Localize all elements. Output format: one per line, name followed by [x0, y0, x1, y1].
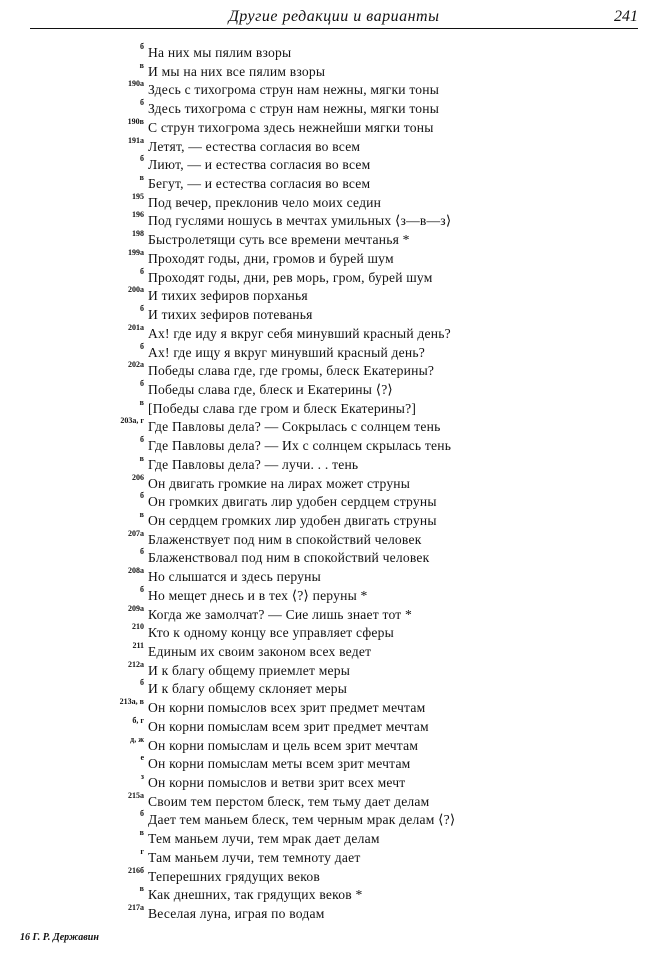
line-text: Он корни помыслам всем зрит предмет мечтам	[148, 718, 429, 734]
line-number: б	[140, 584, 144, 594]
variant-line	[0, 306, 668, 325]
variant-line	[0, 397, 668, 419]
variant-line	[0, 811, 668, 830]
line-number: 190в	[127, 116, 144, 126]
line-number: б	[140, 154, 144, 164]
variant-line	[0, 135, 668, 157]
line-number: 209а	[128, 603, 144, 613]
line-text: Когда же замолчат? — Сие лишь знает тот *	[148, 606, 413, 622]
line-text: Он корни помыслам и цель всем зрит мечтам	[148, 737, 419, 753]
variant-line	[0, 472, 668, 494]
line-text: Кто к одному концу все управляет сферы	[148, 625, 394, 641]
variant-line	[0, 116, 668, 138]
variant-line	[0, 60, 668, 82]
variant-line	[0, 44, 668, 63]
variant-line	[0, 453, 668, 475]
variant-line	[0, 191, 668, 213]
line-number: 195	[132, 191, 144, 201]
line-text: Где Павловы дела? — Их с солнцем скрылась тень	[148, 438, 452, 454]
line-text: Здесь с тихогрома струн нам нежны, мягки тоны	[148, 82, 440, 98]
line-number: б	[140, 491, 144, 501]
variant-line	[0, 266, 668, 288]
line-text: Лиют, — и естества согласия во всем	[148, 157, 371, 173]
page-number: 241	[614, 8, 638, 25]
variant-line	[0, 287, 668, 306]
line-number: 201а	[128, 322, 144, 332]
line-text: Бегут, — и естества согласия во всем	[148, 176, 371, 192]
variant-line	[0, 624, 668, 643]
variant-line	[0, 418, 668, 437]
line-text: Проходят годы, дни, рев морь, гром, бурей шум	[148, 269, 433, 285]
line-text: Где Павловы дела? — лучи. . . тень	[148, 456, 359, 472]
line-number: б	[140, 98, 144, 108]
variant-line	[0, 156, 668, 175]
line-number: д, ж	[130, 734, 144, 744]
variant-line	[0, 734, 668, 756]
variant-line	[0, 568, 668, 587]
line-number: в	[139, 509, 144, 519]
line-text: Теперешних грядущих веков	[148, 868, 320, 884]
variant-line	[0, 603, 668, 625]
line-text: Но слышатся и здесь перуны	[148, 569, 321, 585]
variant-line	[0, 865, 668, 887]
variant-lines	[0, 44, 668, 924]
line-number: 211	[132, 641, 144, 650]
line-text: Тем маньем лучи, тем мрак дает делам	[148, 831, 380, 847]
line-number: 213а, в	[119, 697, 144, 707]
variant-line	[0, 81, 668, 100]
line-number: е	[140, 753, 144, 763]
line-text: Летят, — естества согласия во всем	[148, 138, 361, 154]
variant-line	[0, 830, 668, 849]
variant-line	[0, 100, 668, 119]
line-number: б, г	[132, 715, 144, 725]
line-text: Там маньем лучи, тем темноту дает	[148, 849, 361, 865]
line-number: 198	[132, 229, 144, 239]
running-header	[30, 0, 638, 29]
variant-line	[0, 790, 668, 812]
variant-line	[0, 528, 668, 550]
line-text: Он сердцем громких лир удобен двигать струны	[148, 512, 437, 528]
line-number: б	[140, 378, 144, 388]
line-text: Он двигать громкие на лирах может струны	[148, 475, 411, 491]
line-number: 208а	[128, 566, 144, 576]
line-text: [Победы слава где гром и блеск Екатерины?]	[148, 400, 417, 416]
variant-line	[0, 322, 668, 344]
line-text: Где Павловы дела? — Сокрылась с солнцем тень	[148, 419, 441, 435]
line-number: в	[139, 828, 144, 838]
line-text: На них мы пялим взоры	[148, 45, 292, 60]
line-number: 212а	[128, 659, 144, 669]
line-number: 215а	[128, 790, 144, 800]
line-text: Единым их своим законом всех ведет	[148, 644, 372, 659]
line-number: 217а	[128, 903, 144, 913]
line-text: Он корни помыслов и ветви зрит всех мечт	[148, 775, 406, 791]
variant-line	[0, 549, 668, 568]
line-text: Как днешних, так грядущих веков *	[148, 887, 363, 903]
line-number: б	[140, 266, 144, 276]
line-text: И тихих зефиров потеванья	[148, 307, 313, 323]
variant-line	[0, 643, 668, 662]
line-number: 202а	[128, 360, 144, 370]
line-number: 191а	[128, 135, 144, 145]
line-number: б	[140, 547, 144, 557]
variant-line	[0, 175, 668, 194]
line-text: И мы на них все пялим взоры	[148, 63, 326, 79]
line-number: 196	[132, 210, 144, 220]
line-text: Веселая луна, играя по водам	[148, 906, 325, 922]
line-text: И тихих зефиров порханья	[148, 288, 308, 304]
line-text: Победы слава где, где громы, блеск Екатерины?	[148, 363, 435, 379]
line-number: 190а	[128, 79, 144, 89]
line-number: б	[140, 678, 144, 688]
line-text: Проходят годы, дни, громов и бурей шум	[148, 250, 394, 266]
variant-line	[0, 584, 668, 606]
variant-line	[0, 341, 668, 363]
line-number: 199а	[128, 247, 144, 257]
line-number: 203а, г	[120, 416, 144, 426]
signature-mark: 16 Г. Р. Державин	[20, 932, 99, 943]
line-text: С струн тихогрома здесь нежнейши мягки тоны	[148, 119, 434, 135]
line-text: Он громких двигать лир удобен сердцем струны	[148, 494, 437, 510]
line-number: 206	[132, 472, 144, 482]
variant-line	[0, 509, 668, 531]
line-text: Он корни помыслов всех зрит предмет мечтам	[148, 700, 426, 716]
variant-line	[0, 846, 668, 868]
line-number: г	[140, 846, 144, 856]
line-number: 210	[132, 622, 144, 632]
line-number: в	[139, 453, 144, 463]
line-text: Блаженствовал под ним в спокойствий человек	[148, 550, 430, 566]
variant-line	[0, 774, 668, 793]
variant-line	[0, 247, 668, 269]
line-text: Здесь тихогрома с струн нам нежны, мягки тоны	[148, 101, 440, 117]
line-number: в	[139, 884, 144, 894]
variant-line	[0, 886, 668, 905]
line-text: Блаженствует под ним в спокойствий человек	[148, 531, 422, 547]
line-number: б	[140, 341, 144, 351]
variant-line	[0, 378, 668, 400]
line-number: в	[139, 173, 144, 183]
line-text: Ах! где ищу я вкруг минувший красный день?	[148, 344, 425, 360]
variant-line	[0, 493, 668, 512]
line-text: И к благу общему склоняет меры	[148, 681, 348, 697]
line-number: в	[139, 397, 144, 407]
variant-line	[0, 212, 668, 231]
variant-line	[0, 231, 668, 250]
line-number: з	[140, 772, 144, 782]
variant-line	[0, 905, 668, 924]
line-text: Он корни помыслам меты всем зрит мечтам	[148, 756, 411, 772]
line-text: Победы слава где, блеск и Екатерины ⟨?⟩	[148, 381, 393, 397]
variant-line	[0, 362, 668, 381]
line-text: Своим тем перстом блеск, тем тьму дает делам	[148, 793, 430, 809]
line-text: Быстролетящи суть все времени мечтанья *	[148, 232, 410, 248]
line-number: 200а	[128, 285, 144, 295]
line-number: б	[140, 42, 144, 51]
line-text: Дает тем маньем блеск, тем черным мрак делам ⟨?⟩	[148, 812, 456, 828]
line-number: б	[140, 435, 144, 445]
line-number: б	[140, 809, 144, 819]
variant-line	[0, 755, 668, 774]
variant-line	[0, 437, 668, 456]
variant-line	[0, 680, 668, 699]
line-text: Но мещет днесь и в тех ⟨?⟩ перуны *	[148, 587, 368, 603]
variant-line	[0, 715, 668, 737]
variant-line	[0, 659, 668, 681]
line-number: 207а	[128, 528, 144, 538]
line-text: И к благу общему приемлет меры	[148, 662, 351, 678]
line-number: 216б	[128, 865, 144, 875]
line-text: Под вечер, преклонив чело моих седин	[148, 194, 382, 210]
line-text: Под гуслями ношусь в мечтах умильных ⟨з—в—з⟩	[148, 213, 452, 229]
line-number: б	[140, 304, 144, 314]
line-number: в	[139, 60, 144, 70]
variant-line	[0, 699, 668, 718]
line-text: Ах! где иду я вкруг себя минувший красный день?	[148, 325, 451, 341]
running-header-title: Другие редакции и варианты	[228, 8, 440, 25]
